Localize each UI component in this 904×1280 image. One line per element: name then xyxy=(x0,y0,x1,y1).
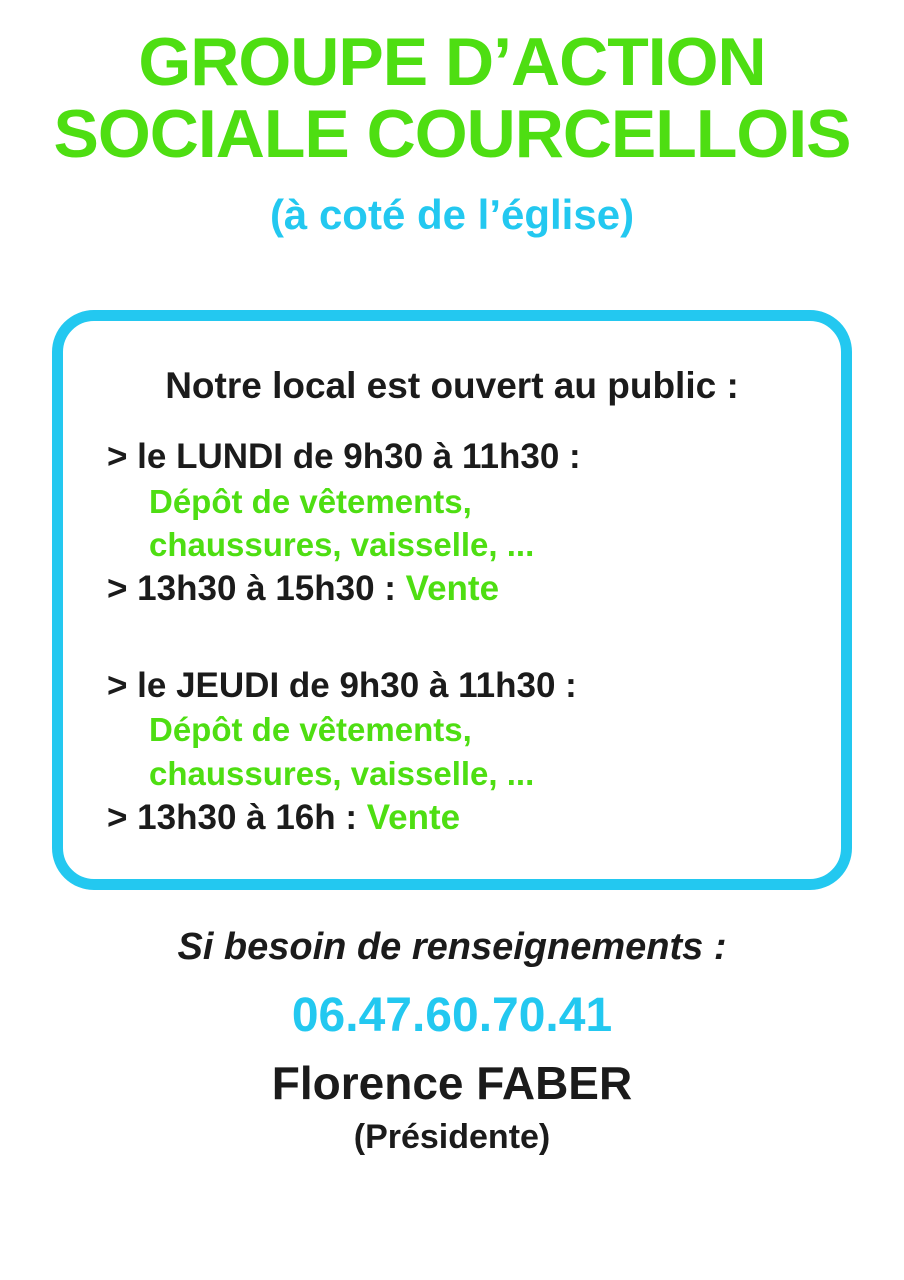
schedule-detail-line-2: chaussures, vaisselle, ... xyxy=(149,755,535,793)
schedule-afternoon-prefix: > 13h30 à 15h30 : xyxy=(107,568,406,608)
schedule-detail-line-2: chaussures, vaisselle, ... xyxy=(149,526,535,564)
schedule-detail-line-1: Dépôt de vêtements, xyxy=(149,482,472,520)
poster-subtitle: (à coté de l’église) xyxy=(269,191,635,239)
contact-person-name: Florence FABER xyxy=(271,1057,633,1110)
opening-hours-heading: Notre local est ouvert au public : xyxy=(165,365,739,406)
schedule-afternoon-value: Vente xyxy=(405,568,500,608)
schedule-morning-line: > le JEUDI de 9h30 à 11h30 : xyxy=(107,665,577,705)
schedule-morning-line: > le LUNDI de 9h30 à 11h30 : xyxy=(107,437,581,476)
schedule-spacer xyxy=(97,638,807,664)
poster-header xyxy=(0,0,904,238)
schedule-afternoon-line xyxy=(97,567,807,612)
schedule-block-thursday xyxy=(97,664,807,841)
schedule-afternoon-value: Vente xyxy=(366,797,461,837)
contact-phone-number[interactable]: 06.47.60.70.41 xyxy=(291,988,613,1042)
schedule-detail-line-1: Dépôt de vêtements, xyxy=(149,711,472,749)
poster-footer xyxy=(0,925,904,1158)
poster-title-line-1: GROUPE D’ACTION xyxy=(138,24,766,100)
schedule-afternoon-line xyxy=(97,796,807,841)
footer-info-text: Si besoin de renseignements : xyxy=(177,926,727,968)
poster-title-line-2: SOCIALE COURCELLOIS xyxy=(53,96,851,173)
contact-person-role: (Présidente) xyxy=(353,1118,551,1157)
opening-hours-box xyxy=(52,310,852,890)
schedule-afternoon-prefix: > 13h30 à 16h : xyxy=(107,797,367,837)
schedule-block-monday xyxy=(97,435,807,612)
